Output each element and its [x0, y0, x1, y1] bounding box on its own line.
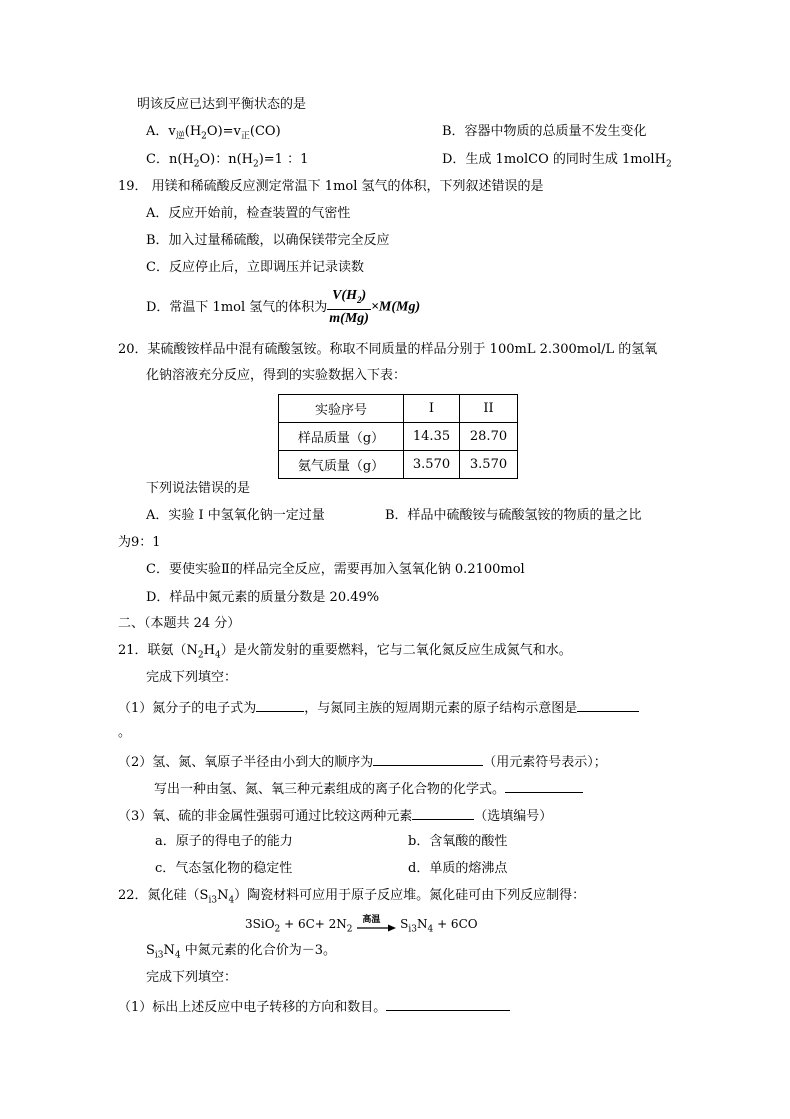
q18-stem-tail: 明该反应已达到平衡状态的是 — [137, 97, 307, 112]
equation-left: $3SiO_2 + 6C+ 2N_2$ — [245, 917, 353, 935]
table-cell: 3.570 — [404, 451, 460, 479]
q22-part1-text: （1）标出上述反应中电子转移的方向和数目。 — [118, 1000, 387, 1015]
q19-option-b: B．加入过量稀硫酸，以确保镁带完全反应 — [146, 233, 390, 248]
q21-stem: 21．联氨$(N_2H_4)$是火箭发射的重要燃料，它与二氧化氮反应生成氮气和水。 — [118, 643, 572, 661]
q18-option-c: C．$n(H_2O)$：$n(H_2)=1$ ：1 — [146, 152, 309, 170]
table-row — [279, 423, 518, 451]
arrow-icon — [356, 918, 396, 932]
q21-part1-mid: ，与氮同主族的短周期元素的原子结构示意图是 — [304, 701, 578, 716]
table-cell: 14.35 — [404, 423, 460, 451]
answer-blank[interactable] — [256, 697, 304, 712]
q19-option-c: C．反应停止后，立即调压并记录读数 — [146, 260, 364, 275]
q22-part1 — [118, 996, 510, 1017]
q18-option-b: B．容器中物质的总质量不发生变化 — [442, 124, 647, 139]
answer-blank[interactable] — [505, 778, 583, 793]
answer-blank[interactable] — [577, 697, 639, 712]
equation-right: $S_{i3}N_4 + 6CO$ — [400, 917, 478, 935]
q21-part2-text: （2）氢、氮、氧原子半径由小到大的顺序为 — [118, 755, 374, 770]
q21-option-d: d．单质的熔沸点 — [408, 861, 508, 876]
q20-option-b-cont: 为9：1 — [118, 535, 161, 550]
table-cell: 28.70 — [460, 423, 518, 451]
q21-part1 — [118, 697, 639, 718]
q19-option-a: A．反应开始前，检查装置的气密性 — [146, 206, 351, 221]
q20-option-c: C．要使实验Ⅱ的样品完全反应，需要再加入氢氧化钠 0.2100mol — [146, 562, 525, 577]
q21-option-b: b．含氧酸的酸性 — [408, 834, 508, 849]
q21-part1-end: 。 — [118, 725, 132, 740]
table-header-row — [279, 395, 518, 423]
q21-part3-end: （选填编号） — [474, 809, 553, 824]
q19-stem: 19． 用镁和稀硫酸反应测定常温下 1mol 氢气的体积，下列叙述错误的是 — [118, 179, 544, 194]
q19-option-d — [146, 287, 420, 328]
q21-part3 — [118, 805, 552, 826]
table-row — [279, 451, 518, 479]
reaction-condition: 高温 — [362, 914, 381, 925]
q20-stem-line1: 20．某硫酸铵样品中混有硫酸氢铵。称取不同质量的样品分别于 100mL 2.300mol/L 的氢氧 — [118, 342, 658, 357]
q18-option-a: A．$v_逆(H_2O)=v_正(CO)$ — [146, 124, 281, 142]
formula-denominator: m(Mg) — [329, 310, 369, 326]
table-cell: 氨气质量（g） — [279, 451, 404, 479]
q20-option-a: A．实验 I 中氢氧化钠一定过量 — [146, 508, 325, 523]
q21-part3-text: （3）氧、硫的非金属性强弱可通过比较这两种元素 — [118, 809, 413, 824]
q21-instruction: 完成下列填空： — [146, 670, 238, 685]
table-cell: 样品质量（g） — [279, 423, 404, 451]
q20-option-d: D．样品中氮元素的质量分数是 20.49% — [146, 590, 380, 605]
q21-part2 — [118, 751, 607, 772]
section-heading: 二、（本题共 24 分） — [118, 616, 241, 631]
q21-part2b — [154, 778, 583, 799]
reaction-arrow — [356, 914, 396, 932]
q22-instruction: 完成下列填空： — [146, 970, 238, 985]
q22-stem: 22．氮化硅$(S_{i3}N_4)$陶瓷材料可应用于原子反应堆。氮化硅可由下列反应制得： — [118, 888, 586, 906]
q21-part2-end: （用元素符号表示）； — [483, 755, 607, 770]
formula-numerator: $V(H_2)$ — [327, 287, 371, 310]
q21-part2b-text: 写出一种由氢、氮、氧三种元素组成的离子化合物的化学式。 — [154, 782, 506, 797]
table-header-cell: II — [460, 395, 518, 423]
table-cell: 3.570 — [460, 451, 518, 479]
q20-option-b: B．样品中硫酸铵与硫酸氢铵的物质的量之比 — [385, 508, 642, 523]
answer-blank[interactable] — [386, 996, 510, 1011]
formula-tail: ×M(Mg) — [370, 299, 421, 315]
table-header-cell: I — [404, 395, 460, 423]
q19-option-d-prefix: D．常温下 1mol 氢气的体积为 — [146, 299, 328, 315]
q20-stem-line2: 化钠溶液充分反应，得到的实验数据入下表： — [146, 368, 407, 383]
q21-option-a: a．原子的得电子的能力 — [155, 834, 293, 849]
table-header-cell: 实验序号 — [279, 395, 404, 423]
q20-after-table: 下列说法错误的是 — [146, 481, 251, 496]
q21-part1-text: （1）氮分子的电子式为 — [118, 701, 257, 716]
q21-option-c: c．气态氢化物的稳定性 — [155, 861, 293, 876]
experiment-data-table — [278, 394, 518, 479]
volume-formula — [327, 287, 371, 328]
answer-blank[interactable] — [373, 751, 483, 766]
q18-option-d: D．生成 1molCO 的同时生成 1molH$_2$ — [442, 152, 672, 170]
q22-equation — [245, 915, 478, 938]
answer-blank[interactable] — [412, 805, 474, 820]
q22-note: $S_{i3}N_4$ 中氮元素的化合价为－3。 — [146, 943, 337, 961]
